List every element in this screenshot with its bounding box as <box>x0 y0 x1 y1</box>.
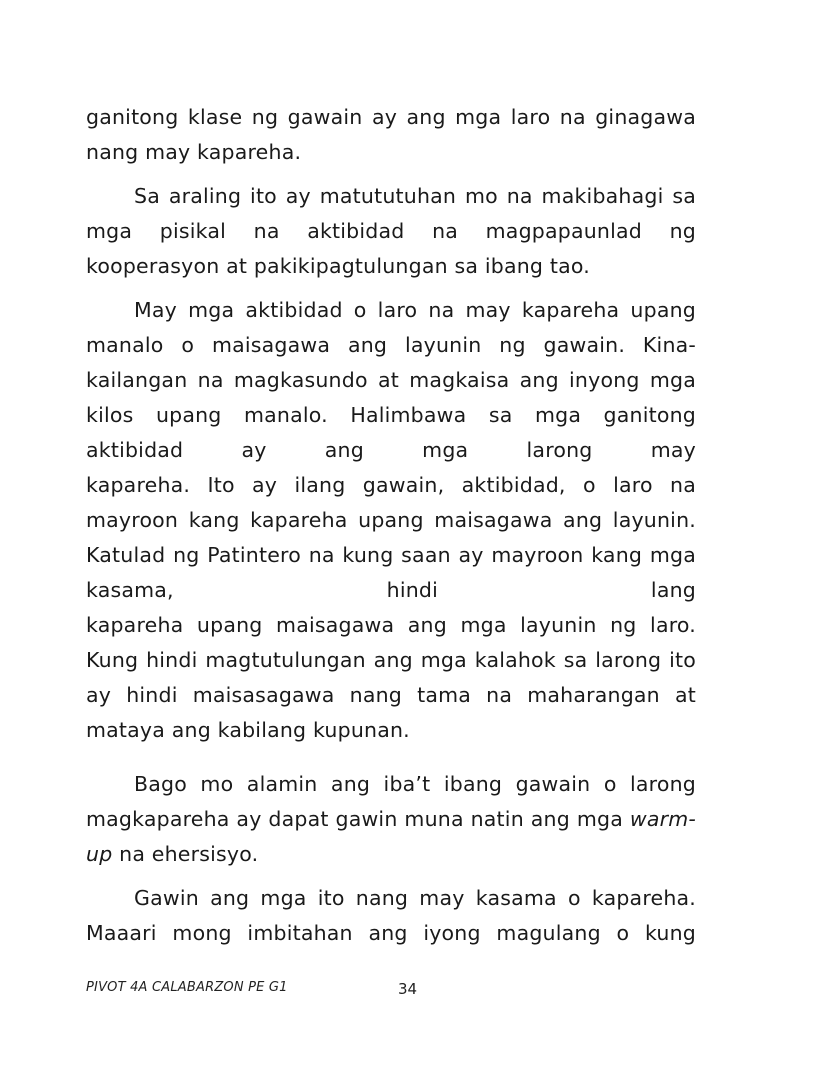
footer-label: PIVOT 4A CALABARZON PE G1 <box>86 980 288 995</box>
paragraph-lesson-intro <box>86 179 696 284</box>
paragraph-text-part-2: kapareha. Ito ay ilang gawain, aktibidad, o laro na mayroon kang kapareha upang maisagawa ang layunin. Katulad ng Patintero na kung saan ay mayroon kang mga kasama, hindi lang <box>86 473 696 602</box>
page-number: 34 <box>398 980 418 998</box>
paragraph-text-after: na ehersisyo. <box>112 842 259 866</box>
paragraph-warm-up <box>86 767 696 872</box>
paragraph-text: Gawin ang mga ito nang may kasama o kapareha. Maaari mong imbitahan ang iyong magulang o kung <box>86 886 696 945</box>
warm-up-emphasis: warm-up <box>86 807 696 866</box>
paragraph-text: ganitong klase ng gawain ay ang mga laro na ginagawa nang may kapareha. <box>86 105 696 164</box>
paragraph-partner-activities <box>86 293 696 748</box>
paragraph-continuation <box>86 100 696 170</box>
paragraph-text-before: Bago mo alamin ang iba’t ibang gawain o larong magkapareha ay dapat gawin muna natin ang mga <box>86 772 696 831</box>
paragraph-text-part-1: May mga aktibidad o laro na may kapareha upang manalo o maisagawa ang layunin ng gawain. Kina-kailangan na magkasundo at magkaisa ang inyong mga kilos upang manalo. Halimbawa sa mga ganitong aktibidad ay ang mga larong may <box>86 298 696 462</box>
paragraph-text: Sa araling ito ay matututuhan mo na makibahagi sa mga pisikal na aktibidad na magpapaunlad ng kooperasyon at pakikipagtulungan sa ibang tao. <box>86 184 696 278</box>
paragraph-text <box>86 767 696 872</box>
paragraph-text-part-3: kapareha upang maisagawa ang mga layunin ng laro. Kung hindi magtutulungan ang mga kalahok sa larong ito ay hindi maisasagawa nang tama na maharangan at mataya ang kabilang kupunan. <box>86 613 696 742</box>
paragraph-instructions <box>86 881 696 951</box>
